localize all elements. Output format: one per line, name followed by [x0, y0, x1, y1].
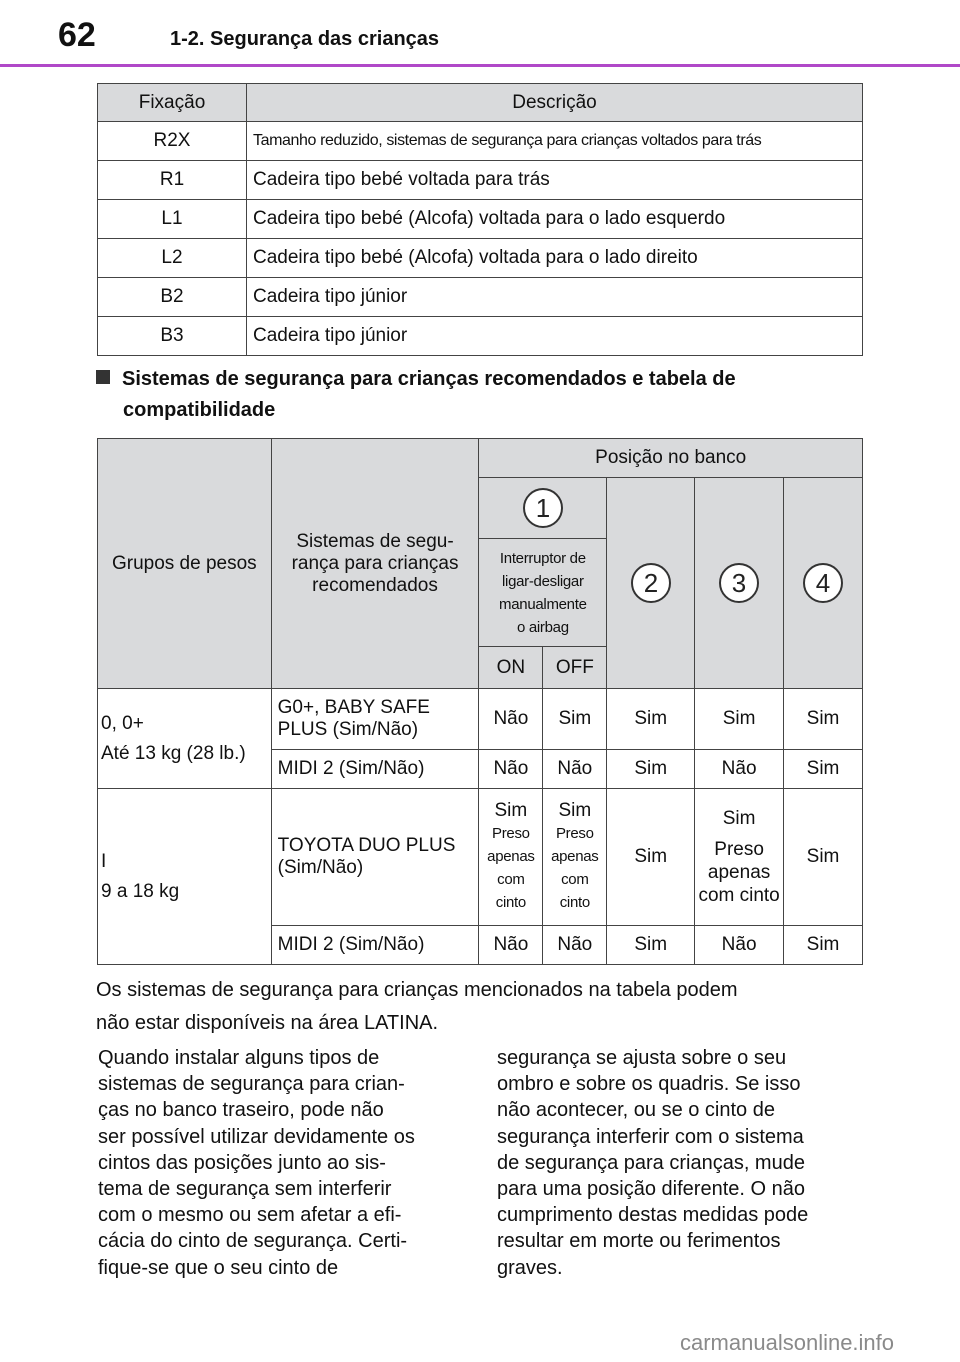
compatibility-table [97, 438, 863, 965]
note-line: cinto [495, 894, 526, 911]
seat-number-1-icon [521, 486, 565, 530]
weight-group-line: 9 a 18 kg [101, 880, 180, 902]
seat-number-label: 2 [643, 568, 658, 598]
header-line: manualmente [499, 595, 587, 613]
subheading-line: Sistemas de segurança para crianças recomendados e tabela de [122, 368, 736, 390]
fixation-code: R2X [98, 122, 247, 161]
watermark: carmanualsonline.info [680, 1330, 895, 1355]
seat-2-cell: Sim [607, 750, 695, 789]
body-line: resultar em morte ou ferimentos [497, 1230, 781, 1253]
body-line: cácia do cinto de segurança. Certi- [98, 1230, 408, 1253]
system-cell [271, 689, 479, 750]
note-line: Preso [555, 825, 594, 842]
fixation-table-header [98, 84, 863, 122]
table-row [98, 789, 863, 926]
airbag-off-cell [543, 789, 607, 926]
seat-3-header [695, 478, 784, 689]
body-line: ser possível utilizar devidamente os [98, 1125, 415, 1148]
airbag-switch-header [479, 539, 607, 647]
body-line: segurança se ajusta sobre o seu [497, 1047, 787, 1069]
weight-group-cell [98, 689, 272, 789]
body-line: com o mesmo ou sem afetar a efi- [98, 1204, 402, 1227]
seat-4-header [784, 478, 863, 689]
header-line: o airbag [516, 618, 569, 636]
header-line: ligar-desligar [502, 572, 584, 590]
seat-number-label: 3 [731, 568, 747, 598]
airbag-on-cell: Não [479, 750, 543, 789]
fixation-description: Tamanho reduzido, sistemas de segurança para crianças voltados para trás [247, 122, 863, 161]
compatibility-subheading [96, 364, 866, 426]
note-line: com cinto [698, 885, 780, 906]
system-cell [271, 789, 479, 926]
airbag-on-cell: Não [479, 689, 543, 750]
system-line: (Sim/Não) [277, 857, 364, 878]
note-line: apenas [487, 848, 535, 865]
page-header [0, 0, 960, 68]
seat-number-label: 1 [535, 493, 551, 523]
body-line: segurança interferir com o sistema [497, 1125, 804, 1148]
table-row [98, 122, 863, 161]
fixation-description: Cadeira tipo bebé voltada para trás [247, 161, 863, 200]
body-line: graves. [497, 1256, 563, 1279]
body-line: tema de segurança sem interferir [98, 1178, 392, 1201]
fixation-description: Cadeira tipo bebé (Alcofa) voltada para o lado esquerdo [247, 200, 863, 239]
fixation-table [97, 83, 863, 356]
note-line: não estar disponíveis na área LATINA. [96, 1012, 439, 1034]
fixation-code: L1 [98, 200, 247, 239]
airbag-on-header: ON [479, 647, 543, 689]
seat-1-header [479, 478, 607, 539]
body-line: não acontecer, ou se o cinto de [497, 1099, 775, 1122]
fixation-code: R1 [98, 161, 247, 200]
table-row [98, 239, 863, 278]
header-line: Interruptor de [499, 549, 586, 567]
seat-number-3-icon [717, 561, 761, 605]
seat-3-cell: Não [695, 926, 784, 965]
note-line: com [561, 871, 589, 888]
fixation-description: Cadeira tipo júnior [247, 278, 863, 317]
weight-group-cell [98, 789, 272, 965]
body-line: cintos das posições junto ao sis- [98, 1151, 386, 1174]
cell-note [543, 822, 606, 914]
note-line: Preso [714, 839, 764, 860]
fixation-code: B3 [98, 317, 247, 356]
fixation-description: Cadeira tipo júnior [247, 317, 863, 356]
note-line: apenas [551, 848, 599, 865]
note-line: apenas [707, 862, 771, 883]
availability-note [96, 974, 876, 1040]
description-header: Descrição [247, 84, 863, 122]
cell-note [479, 822, 542, 914]
table-row [98, 161, 863, 200]
body-line: para uma posição diferente. O não [497, 1178, 805, 1201]
subheading-line: compatibilidade [123, 399, 276, 421]
airbag-off-cell: Não [543, 750, 607, 789]
page-number: 62 [58, 16, 96, 54]
note-line: com [497, 871, 525, 888]
table-header-row [98, 439, 863, 478]
body-text-right [497, 1045, 867, 1281]
seat-number-2-icon [629, 561, 673, 605]
system-cell: MIDI 2 (Sim/Não) [271, 926, 479, 965]
header-line: rança para crianças [291, 552, 459, 574]
seat-position-header: Posição no banco [479, 439, 863, 478]
seat-2-cell: Sim [607, 926, 695, 965]
seat-4-cell: Sim [784, 689, 863, 750]
header-line: recomendados [312, 574, 438, 596]
seat-number-label: 4 [815, 568, 831, 598]
airbag-off-cell: Sim [543, 689, 607, 750]
system-cell: MIDI 2 (Sim/Não) [271, 750, 479, 789]
note-line: Os sistemas de segurança para crianças mencionados na tabela podem [96, 979, 738, 1001]
system-line: TOYOTA DUO PLUS [277, 835, 456, 856]
seat-4-cell: Sim [784, 750, 863, 789]
table-row [98, 278, 863, 317]
airbag-off-header: OFF [543, 647, 607, 689]
body-line: ombro e sobre os quadris. Se isso [497, 1073, 801, 1096]
body-line: cumprimento destas medidas pode [497, 1204, 809, 1227]
seat-3-cell: Não [695, 750, 784, 789]
table-row [98, 200, 863, 239]
body-line: Quando instalar alguns tipos de [98, 1047, 380, 1069]
system-line: PLUS (Sim/Não) [277, 719, 419, 740]
body-line: ças no banco traseiro, pode não [98, 1099, 384, 1122]
seat-number-4-icon [801, 561, 845, 605]
weight-groups-header: Grupos de pesos [98, 439, 272, 689]
note-line: cinto [559, 894, 590, 911]
seat-2-cell: Sim [607, 789, 695, 926]
seat-3-cell [695, 789, 784, 926]
table-row [98, 317, 863, 356]
airbag-on-cell: Não [479, 926, 543, 965]
square-bullet-icon [96, 370, 110, 384]
seat-2-header [607, 478, 695, 689]
header-rule [0, 64, 960, 67]
body-line: de segurança para crianças, mude [497, 1151, 805, 1174]
seat-4-cell: Sim [784, 926, 863, 965]
body-line: fique-se que o seu cinto de [98, 1256, 339, 1279]
note-line: Preso [492, 825, 530, 842]
airbag-off-cell: Não [543, 926, 607, 965]
fixation-header: Fixação [98, 84, 247, 122]
fixation-description: Cadeira tipo bebé (Alcofa) voltada para o lado direito [247, 239, 863, 278]
weight-group-line: I [101, 850, 107, 872]
cell-value: Sim [558, 800, 592, 821]
section-title: 1-2. Segurança das crianças [170, 28, 440, 50]
systems-header [271, 439, 479, 689]
body-line: sistemas de segurança para crian- [98, 1073, 405, 1096]
body-text-left [98, 1045, 468, 1281]
cell-value: Sim [494, 800, 528, 821]
airbag-on-cell [479, 789, 543, 926]
fixation-code: L2 [98, 239, 247, 278]
fixation-code: B2 [98, 278, 247, 317]
weight-group-line: 0, 0+ [101, 712, 144, 734]
seat-2-cell: Sim [607, 689, 695, 750]
header-line: Sistemas de segu- [296, 530, 454, 552]
table-row [98, 689, 863, 750]
seat-4-cell: Sim [784, 789, 863, 926]
weight-group-line: Até 13 kg (28 lb.) [101, 742, 246, 764]
system-line: G0+, BABY SAFE [277, 697, 430, 718]
seat-3-cell: Sim [695, 689, 784, 750]
cell-value: Sim [722, 808, 756, 829]
